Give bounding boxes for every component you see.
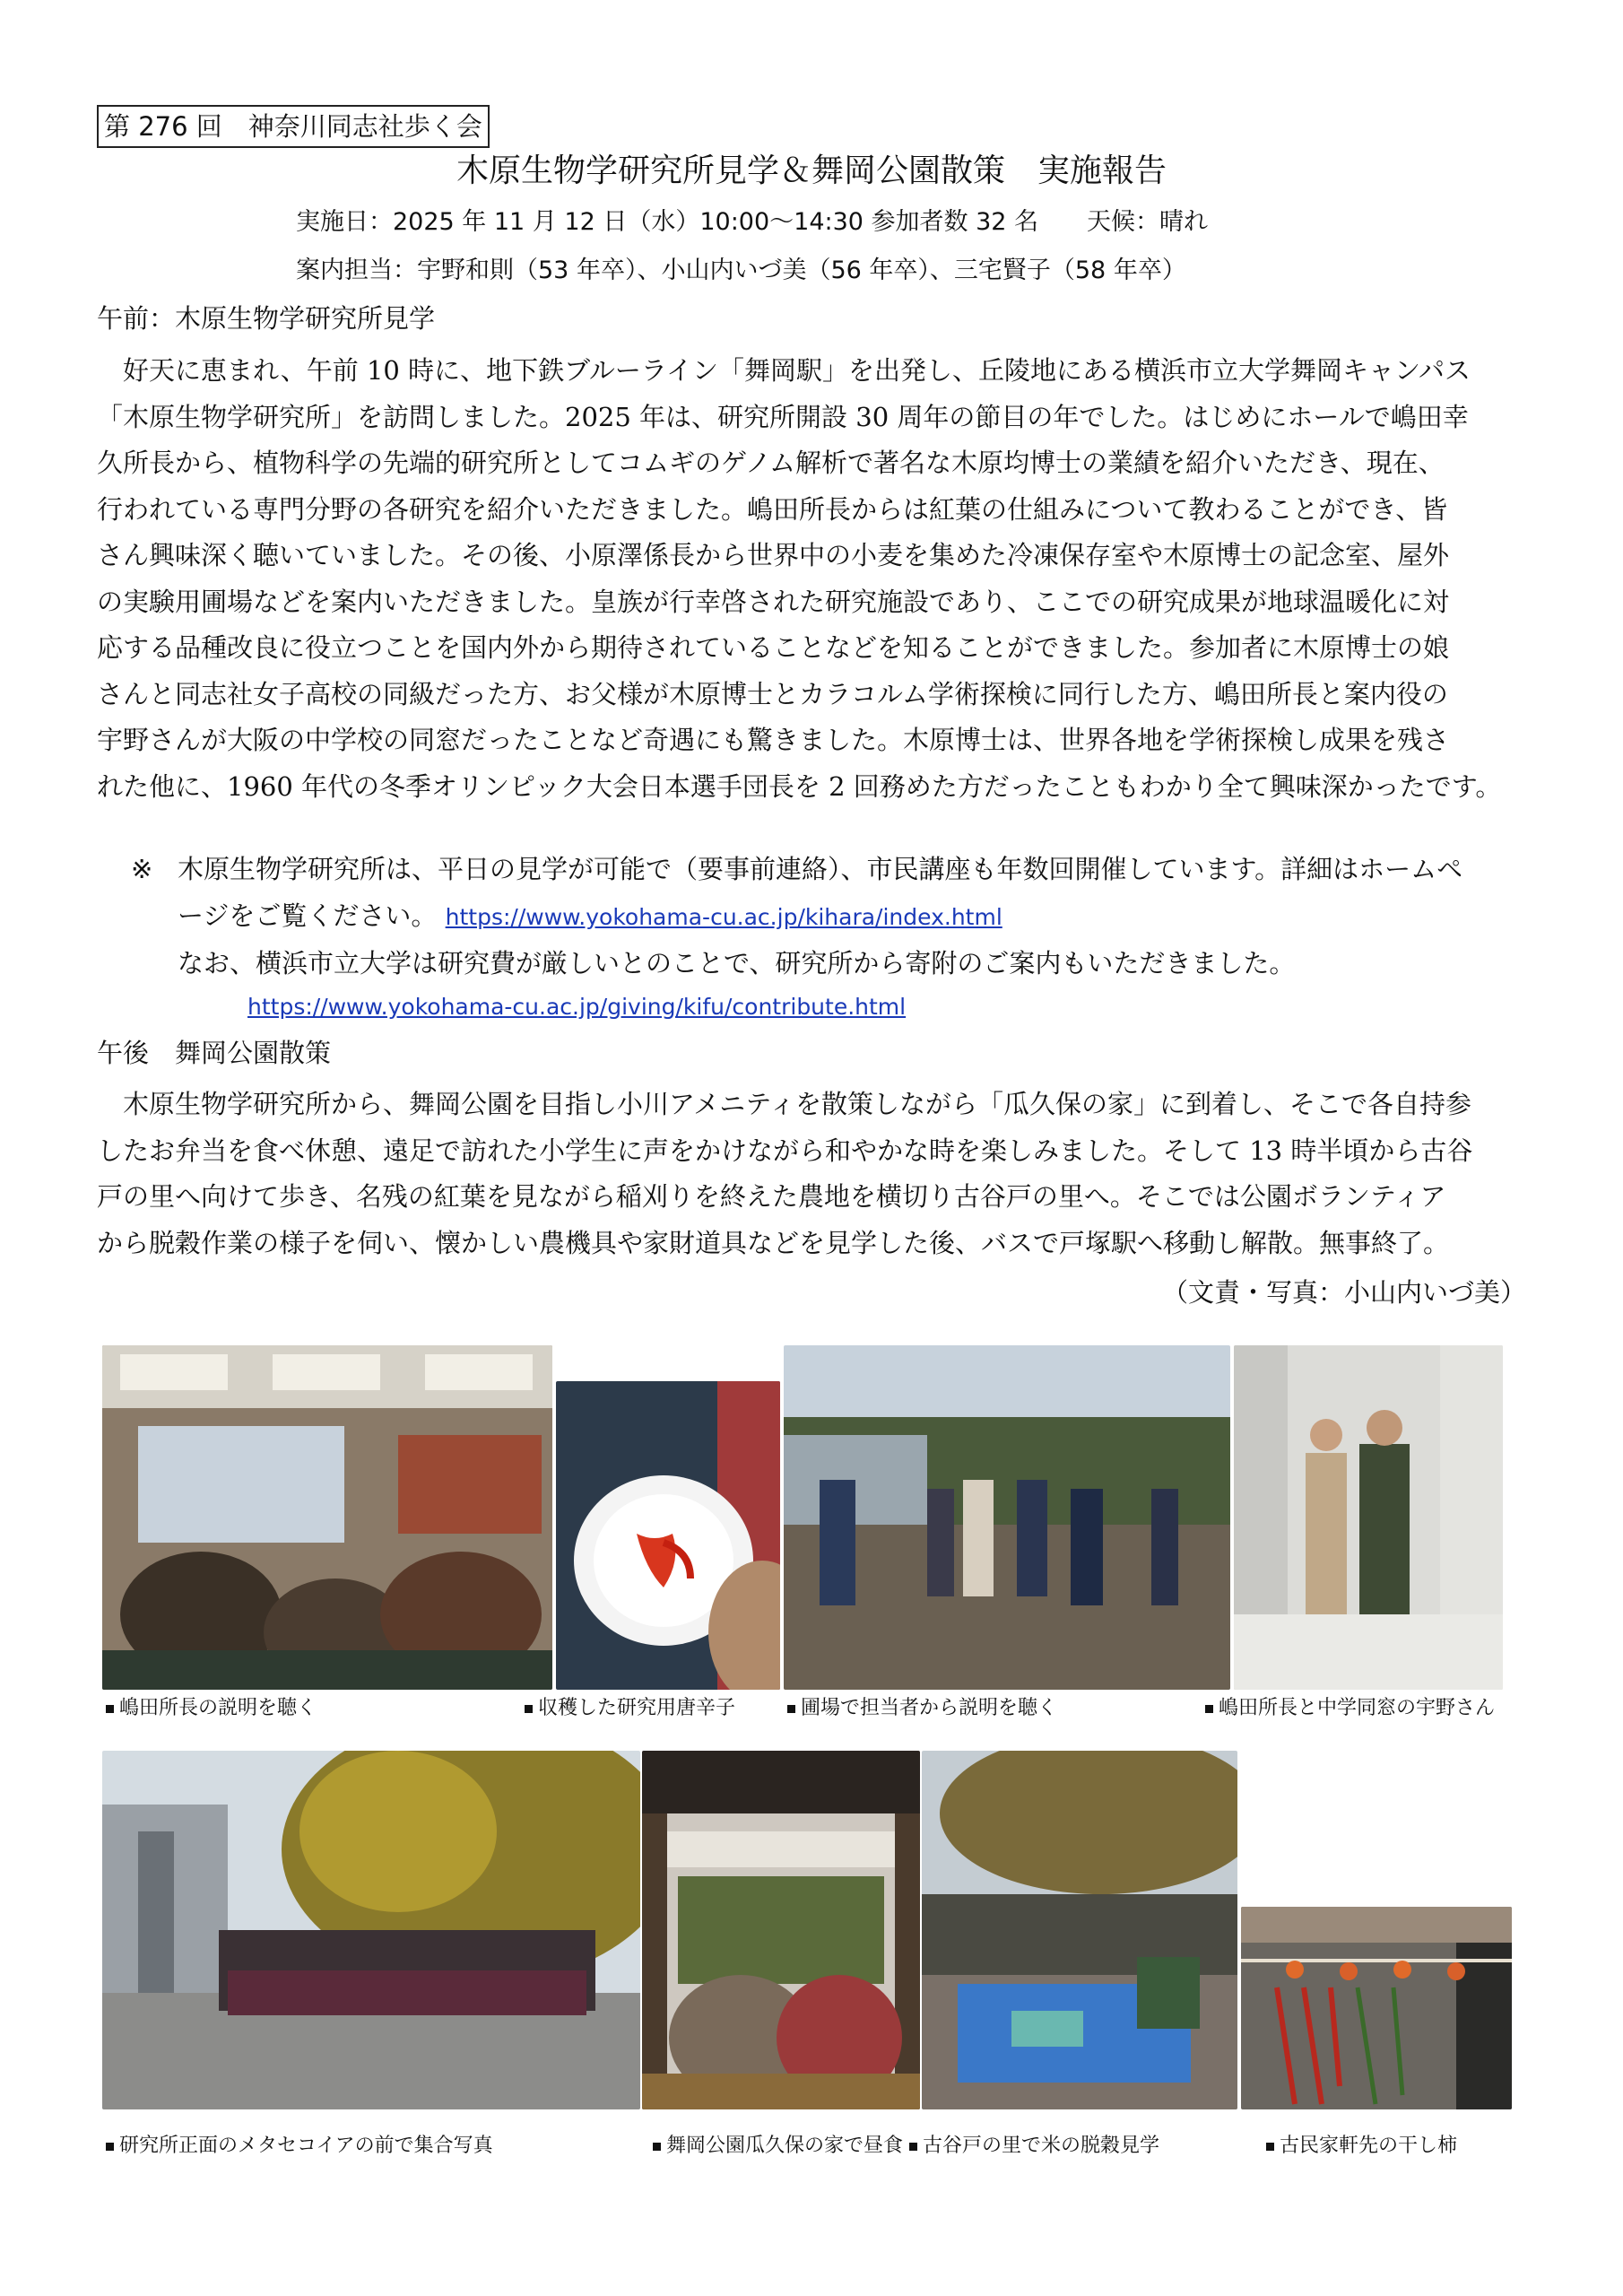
morning-line: 宇野さんが大阪の中学校の同窓だったことなど奇遇にも驚きました。木原博士は、世界各地を学術探検し成果を残さ: [97, 725, 1450, 755]
note-line-1: 木原生物学研究所は、平日の見学が可能で（要事前連絡）、市民講座も年数回開催しています。詳細はホームペ: [178, 854, 1463, 884]
donation-link[interactable]: https://www.yokohama-cu.ac.jp/giving/kifu/contribute.html: [247, 994, 907, 1020]
morning-line: さんと同志社女子高校の同級だった方、お父様が木原博士とカラコルム学術探検に同行した方、嶋田所長と案内役の: [97, 678, 1448, 709]
morning-line: の実験用圃場などを案内いただきました。皇族が行幸啓された研究施設であり、ここでの研究成果が地球温暖化に対: [97, 586, 1450, 617]
note-line-4: [247, 994, 906, 1020]
photo-caption: 圃場で担当者から説明を聴く: [787, 1695, 1057, 1722]
note-line-2: [178, 893, 1002, 941]
photo-caption: 収穫した研究用唐辛子: [525, 1695, 735, 1722]
morning-body: [97, 348, 1532, 810]
afternoon-line: から脱穀作業の様子を伺い、懐かしい農機具や家財道具などを見学した後、バスで戸塚駅へ移動し解散。無事終了。: [97, 1227, 1450, 1258]
morning-line: 応する品種改良に役立つことを国内外から期待されていることなどを知ることができました。参加者に木原博士の娘: [97, 632, 1450, 663]
morning-line: 「木原生物学研究所」を訪問しました。2025 年は、研究所開設 30 周年の節目の年でした。はじめにホールで嶋田幸: [97, 401, 1469, 432]
photo-two-men: [1234, 1345, 1503, 1690]
afternoon-line: したお弁当を食べ休憩、遠足で訪れた小学生に声をかけながら和やかな時を楽しみました。そして 13 時半頃から古谷: [97, 1135, 1473, 1166]
morning-line: 好天に恵まれ、午前 10 時に、地下鉄ブルーライン「舞岡駅」を出発し、丘陵地にある横浜市立大学舞岡キャンパス: [97, 355, 1471, 386]
note-mark: ※: [131, 854, 153, 884]
guides-info: 案内担当：宇野和則（53 年卒）、小山内いづ美（56 年卒）、三宅賢子（58 年卒）: [296, 257, 1186, 284]
series-label: 第 276 回 神奈川同志社歩く会: [97, 105, 490, 148]
afternoon-heading: 午後 舞岡公園散策: [97, 1038, 332, 1068]
page-title: 木原生物学研究所見学＆舞岡公園散策 実施報告: [456, 152, 1167, 189]
morning-line: 行われている専門分野の各研究を紹介いただきました。嶋田所長からは紅葉の仕組みについて教わることができ、皆: [97, 493, 1448, 525]
afternoon-line: 戸の里へ向けて歩き、名残の紅葉を見ながら稲刈りを終えた農地を横切り古谷戸の里へ。そこでは公園ボランティア: [97, 1181, 1446, 1212]
photo-lunch-house: [642, 1751, 920, 2109]
note-text: ージをご覧ください。: [178, 900, 438, 931]
photo-field-explanation: [784, 1345, 1230, 1690]
event-info: 実施日：2025 年 11 月 12 日（水）10:00〜14:30 参加者数 32 名 天候：晴れ: [296, 208, 1209, 236]
morning-line: れた他に、1960 年代の冬季オリンピック大会日本選手団長を 2 回務めた方だったこともわかり全て興味深かったです。: [97, 770, 1502, 802]
photo-chili-peppers: [556, 1381, 780, 1690]
photo-caption: 古谷戸の里で米の脱穀見学: [909, 2133, 1159, 2160]
afternoon-body: [97, 1082, 1532, 1266]
morning-heading: 午前：木原生物学研究所見学: [97, 303, 436, 334]
photo-caption: 嶋田所長と中学同窓の宇野さん: [1205, 1695, 1495, 1722]
photo-caption: 舞岡公園瓜久保の家で昼食: [653, 2133, 903, 2160]
photo-dried-persimmons: [1241, 1907, 1512, 2109]
photo-lecture-hall: [102, 1345, 552, 1690]
morning-line: 久所長から、植物科学の先端的研究所としてコムギのゲノム解析で著名な木原均博士の業績を紹介いただき、現在、: [97, 448, 1445, 478]
morning-line: さん興味深く聴いていました。その後、小原澤係長から世界中の小麦を集めた冷凍保存室や木原博士の記念室、屋外: [97, 540, 1450, 570]
kihara-homepage-link[interactable]: https://www.yokohama-cu.ac.jp/kihara/index.html: [445, 904, 1002, 930]
photo-caption: 嶋田所長の説明を聴く: [106, 1695, 317, 1722]
note-line-3: なお、横浜市立大学は研究費が厳しいとのことで、研究所から寄附のご案内もいただきました。: [178, 948, 1296, 978]
photo-threshing: [922, 1751, 1237, 2109]
photo-caption: 古民家軒先の干し柿: [1266, 2133, 1457, 2160]
afternoon-line: 木原生物学研究所から、舞岡公園を目指し小川アメニティを散策しながら「瓜久保の家」に到着し、そこで各自持参: [97, 1089, 1471, 1119]
author-credit: （文責・写真：小山内いづ美）: [1162, 1277, 1527, 1308]
photo-caption: 研究所正面のメタセコイアの前で集合写真: [106, 2133, 493, 2160]
photo-group-metasequoia: [102, 1751, 640, 2109]
